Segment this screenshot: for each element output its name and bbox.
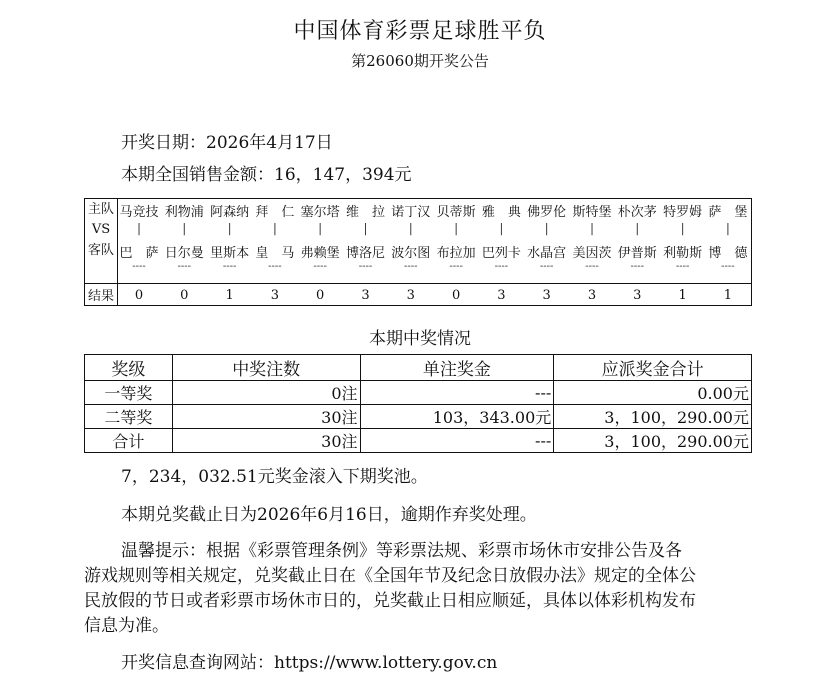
draw-date: 开奖日期：2026年4月17日: [121, 133, 333, 153]
tips-line-2: 游戏规则等相关规定，兑奖截止日在《全国年节及纪念日放假办法》规定的全体公: [84, 566, 696, 586]
header-single: 单注奖金: [360, 355, 554, 381]
sales-amount: 本期全国销售金额：16，147，394元: [121, 165, 412, 185]
away-team: 巴列卡: [481, 246, 521, 261]
result-divider: [85, 283, 751, 284]
away-team: 利勒斯: [663, 246, 703, 261]
home-team: 斯特堡: [572, 205, 612, 220]
match-result: 3: [270, 288, 280, 303]
home-team: 佛罗伦: [527, 205, 567, 220]
dash-separator: ----: [358, 261, 373, 272]
away-team: 伊普斯: [617, 246, 657, 261]
website-link[interactable]: 开奖信息查询网站：https://www.lottery.gov.cn: [121, 653, 498, 673]
away-team: 弗赖堡: [300, 246, 340, 261]
vs-separator: |: [408, 221, 413, 235]
away-team: 美因茨: [572, 246, 612, 261]
dash-separator: ----: [539, 261, 554, 272]
match-result: 0: [316, 288, 325, 303]
label-home: 主队: [87, 202, 114, 217]
away-team: 巴 萨: [119, 246, 159, 261]
home-team: 维 拉: [345, 205, 385, 220]
prize-level: 一等奖: [85, 381, 173, 405]
match-result: 3: [633, 288, 642, 303]
home-team: 诺丁汉: [391, 205, 431, 220]
match-result: 1: [225, 288, 234, 303]
home-team: 特罗姆: [663, 205, 703, 220]
prize-single: ---: [360, 429, 554, 453]
dash-separator: ----: [177, 261, 192, 272]
match-result: 3: [361, 288, 370, 303]
match-table: [84, 198, 752, 306]
home-team: 雅 典: [481, 205, 521, 220]
deadline-note: 本期兑奖截止日为2026年6月16日，逾期作弃奖处理。: [121, 505, 537, 525]
dash-separator: ----: [675, 261, 690, 272]
dash-separator: ----: [630, 261, 645, 272]
header-level: 奖级: [85, 355, 173, 381]
match-result: 3: [587, 288, 597, 303]
home-team: 拜 仁: [255, 205, 295, 220]
vs-separator: |: [589, 221, 595, 235]
tips-line-4: 信息为准。: [84, 616, 169, 636]
vs-separator: |: [544, 221, 549, 235]
prize-level: 合计: [85, 429, 173, 453]
label-vs: VS: [91, 222, 111, 237]
away-team: 日尔曼: [164, 246, 204, 261]
vs-separator: |: [635, 221, 640, 235]
vs-separator: |: [363, 221, 368, 235]
tips-line-3: 民放假的节日或者彩票市场休市日的，兑奖截止日相应顺延，具体以体彩机构发布: [84, 591, 696, 611]
match-result: 0: [451, 288, 461, 303]
match-result: 3: [497, 288, 506, 303]
table-row: [85, 381, 752, 405]
match-result: 3: [406, 288, 415, 303]
dash-separator: ----: [494, 261, 509, 272]
prize-single: ---: [360, 381, 554, 405]
prize-total: 0.00元: [554, 381, 752, 405]
issue-number: 第26060期开奖公告: [351, 52, 489, 70]
dash-separator: ----: [313, 261, 327, 272]
match-result: 3: [542, 288, 551, 303]
home-team: 马竞技: [119, 205, 159, 220]
home-team: 萨 堡: [708, 205, 748, 220]
vs-separator: |: [227, 221, 232, 235]
prize-table: [84, 354, 752, 453]
vs-separator: |: [680, 221, 685, 235]
label-away: 客队: [87, 243, 114, 258]
prize-section-title: 本期中奖情况: [369, 329, 471, 349]
prize-total: 3，100，290.00元: [554, 405, 752, 429]
rollover-note: 7，234，032.51元奖金滚入下期奖池。: [121, 467, 428, 487]
away-team: 皇 马: [255, 246, 295, 261]
away-team: 博 德: [708, 246, 748, 261]
match-result: 0: [180, 288, 189, 303]
dash-separator: ----: [721, 261, 735, 272]
match-result: 0: [134, 288, 144, 303]
prize-count: 30注: [172, 405, 360, 429]
prize-count: 30注: [172, 429, 360, 453]
home-team: 贝蒂斯: [436, 205, 476, 220]
label-result: 结果: [87, 289, 114, 304]
page-title: 中国体育彩票足球胜平负: [293, 19, 547, 44]
table-row: [85, 405, 752, 429]
vs-separator: |: [725, 221, 730, 235]
home-team: 阿森纳: [210, 205, 250, 220]
table-row: [85, 429, 752, 453]
vs-separator: |: [272, 221, 277, 235]
prize-level: 二等奖: [85, 405, 173, 429]
prize-header-row: [85, 355, 752, 381]
prize-single: 103，343.00元: [360, 405, 554, 429]
home-team: 塞尔塔: [300, 205, 340, 220]
header-count: 中奖注数: [172, 355, 360, 381]
away-team: 波尔图: [391, 246, 431, 261]
vs-separator: |: [182, 221, 187, 235]
away-team: 布拉加: [436, 246, 476, 261]
prize-count: 0注: [172, 381, 360, 405]
vs-separator: |: [136, 221, 142, 235]
away-team: 里斯本: [210, 246, 250, 261]
vs-separator: |: [454, 221, 459, 235]
home-team: 朴次茅: [617, 205, 657, 220]
dash-separator: ----: [585, 261, 599, 272]
dash-separator: ----: [404, 261, 418, 272]
tips-line-1: 温馨提示：根据《彩票管理条例》等彩票法规、彩票市场休市安排公告及各: [121, 541, 682, 561]
dash-separator: ----: [132, 261, 146, 272]
prize-total: 3，100，290.00元: [554, 429, 752, 453]
dash-separator: ----: [268, 261, 282, 272]
home-team: 利物浦: [164, 205, 204, 220]
match-result: 1: [723, 288, 733, 303]
match-result: 1: [678, 288, 687, 303]
header-total: 应派奖金合计: [554, 355, 752, 381]
away-team: 博洛尼: [345, 246, 385, 261]
dash-separator: ----: [449, 261, 463, 272]
dash-separator: ----: [222, 261, 237, 272]
away-team: 水晶宫: [527, 246, 567, 261]
vs-separator: |: [318, 221, 323, 235]
vs-separator: |: [499, 221, 504, 235]
